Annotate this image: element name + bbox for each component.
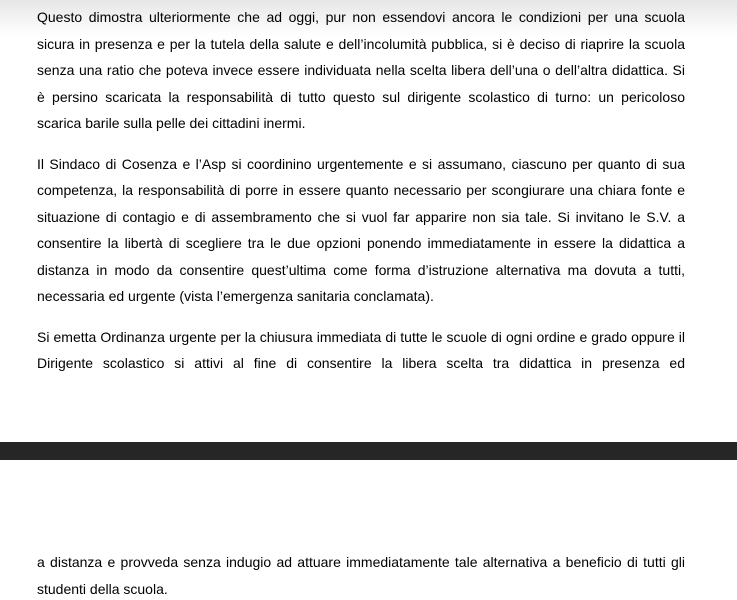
page-2-text [37,549,685,600]
document-page-2 [0,460,737,600]
paragraph-3: Si emetta Ordinanza urgente per la chiusura immediata di tutte le scuole di ogni ordine e grado oppure il Dirigente scolastico si attivi al fine di consentire la libera scelta tra didattica in presenza ed [37,328,685,371]
paragraph-2: Il Sindaco di Cosenza e l’Asp si coordinino urgentemente e si assumano, ciascuno per quanto di sua competenza, la responsabilità di porre in essere quanto necessario per scongiurare una chiara fonte e situazione di contagio e di assembramento che si vuol far apparire non sia tale. Si invitano le S.V. a consentire la libertà di scegliere tra le due opzioni ponendo immediatamente in essere la didattica a distanza in modo da consentire quest’ultima come forma d’istruzione alternativa ma dovuta a tutti, necessaria ed urgente (vista l’emergenza sanitaria conclamata). [37,155,685,304]
page-separator [0,442,737,460]
paragraph-3-continued: a distanza e provveda senza indugio ad attuare immediatamente tale alternativa a beneficio di tutti gli studenti della scuola. [37,554,685,597]
page-1-text [37,4,685,391]
paragraph-1: Questo dimostra ulteriormente che ad oggi, pur non essendovi ancora le condizioni per una scuola sicura in presenza e per la tutela della salute e dell’incolumità pubblica, si è deciso di riaprire la scuola senza una ratio che poteva invece essere individuata nella scelta libera dell’una o dell’altra didattica. Si è persino scaricata la responsabilità di tutto questo sul dirigente scolastico di turno: un pericoloso scarica barile sulla pelle dei cittadini inermi. [37,9,685,131]
